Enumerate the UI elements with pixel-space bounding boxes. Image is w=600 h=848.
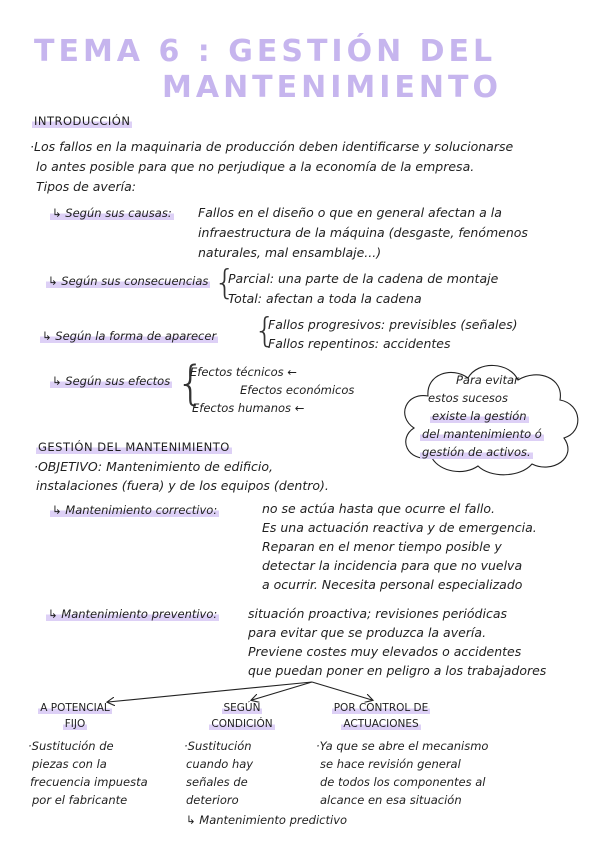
consecuencias-line-1: Parcial: una parte de la cadena de montaje [228,271,499,286]
type-1-line-3: frecuencia impuesta [30,775,148,789]
aparecer-line-2: Fallos repentinos: accidentes [268,336,451,351]
efectos-line-1: Efectos técnicos ← [190,365,297,379]
preventivo-line-2: para evitar que se produzca la avería. [248,625,487,640]
correctivo-label: ↳ Mantenimiento correctivo: [52,503,218,517]
efectos-label: ↳ Según sus efectos [52,374,171,388]
correctivo-line-2: Es una actuación reactiva y de emergencia. [262,520,537,535]
type-3-line-3: de todos los componentes al [320,775,486,789]
intro-para-line-1: ·Los fallos en la maquinaria de producción deben identificarse y solucionarse [30,139,514,154]
correctivo-line-5: a ocurrir. Necesita personal especializado [262,577,523,592]
type-2-line-4: deterioro [186,793,239,807]
preventivo-line-1: situación proactiva; revisiones periódicas [248,606,507,621]
efectos-line-2: Efectos económicos [240,383,355,397]
intro-para-line-2: lo antes posible para que no perjudique a la economía de la empresa. [36,159,475,174]
type-3-heading: POR CONTROL DE ACTUACIONES [333,702,429,730]
efectos-line-3: Efectos humanos ← [192,401,305,415]
type-2-line-2: cuando hay [186,757,254,771]
preventivo-line-3: Previene costes muy elevados o accidentes [248,644,522,659]
cloud-line-5: gestión de activos. [422,445,531,459]
predictivo-label: ↳ Mantenimiento predictivo [186,813,348,827]
type-1-line-1: ·Sustitución de [28,739,114,753]
correctivo-line-4: detectar la incidencia para que no vuelva [262,558,523,573]
type-1-heading: A POTENCIAL FIJO [40,702,110,730]
consecuencias-label: ↳ Según sus consecuencias [48,274,209,288]
preventivo-line-4: que puedan poner en peligro a los trabajadores [248,663,547,678]
objetivo-line-1: ·OBJETIVO: Mantenimiento de edificio, [34,459,273,474]
type-2-line-3: señales de [186,775,248,789]
objetivo-line-2: instalaciones (fuera) y de los equipos (dentro). [36,478,329,493]
causas-line-3: naturales, mal ensamblaje...) [198,245,382,260]
intro-heading: INTRODUCCIÓN [34,114,131,128]
correctivo-line-3: Reparan en el menor tiempo posible y [262,539,502,554]
type-2-line-1: ·Sustitución [184,739,252,753]
aparecer-brace: { [254,311,276,351]
cloud-line-3: existe la gestión [432,409,527,423]
consecuencias-line-2: Total: afectan a toda la cadena [228,291,422,306]
type-3-line-1: ·Ya que se abre el mecanismo [316,739,489,753]
type-1-line-4: por el fabricante [32,793,128,807]
preventivo-label: ↳ Mantenimiento preventivo: [48,607,218,621]
type-1-line-2: piezas con la [32,757,107,771]
page-title-line2: MANTENIMIENTO [162,70,502,105]
type-3-line-2: se hace revisión general [320,757,461,771]
causas-line-2: infraestructura de la máquina (desgaste, fenómenos [198,225,528,240]
aparecer-line-1: Fallos progresivos: previsibles (señales) [268,317,518,332]
cloud-line-4: del mantenimiento ó [422,427,542,441]
page-title-line1: TEMA 6 : GESTIÓN DEL [34,34,497,69]
intro-para-line-3: Tipos de avería: [36,179,137,194]
efectos-brace: { [176,356,206,410]
causas-label: ↳ Según sus causas: [52,206,172,220]
correctivo-line-1: no se actúa hasta que ocurre el fallo. [262,501,496,516]
consecuencias-brace: { [214,263,236,303]
type-2-heading: SEGÚN CONDICIÓN [211,702,273,730]
gestion-heading: GESTIÓN DEL MANTENIMIENTO [38,440,230,454]
cloud-line-2: estos sucesos [428,391,508,405]
causas-line-1: Fallos en el diseño o que en general afectan a la [198,205,502,220]
aparecer-label: ↳ Según la forma de aparecer [42,329,217,343]
cloud-line-1: Para evitar [456,373,519,387]
type-3-line-4: alcance en esa situación [320,793,462,807]
